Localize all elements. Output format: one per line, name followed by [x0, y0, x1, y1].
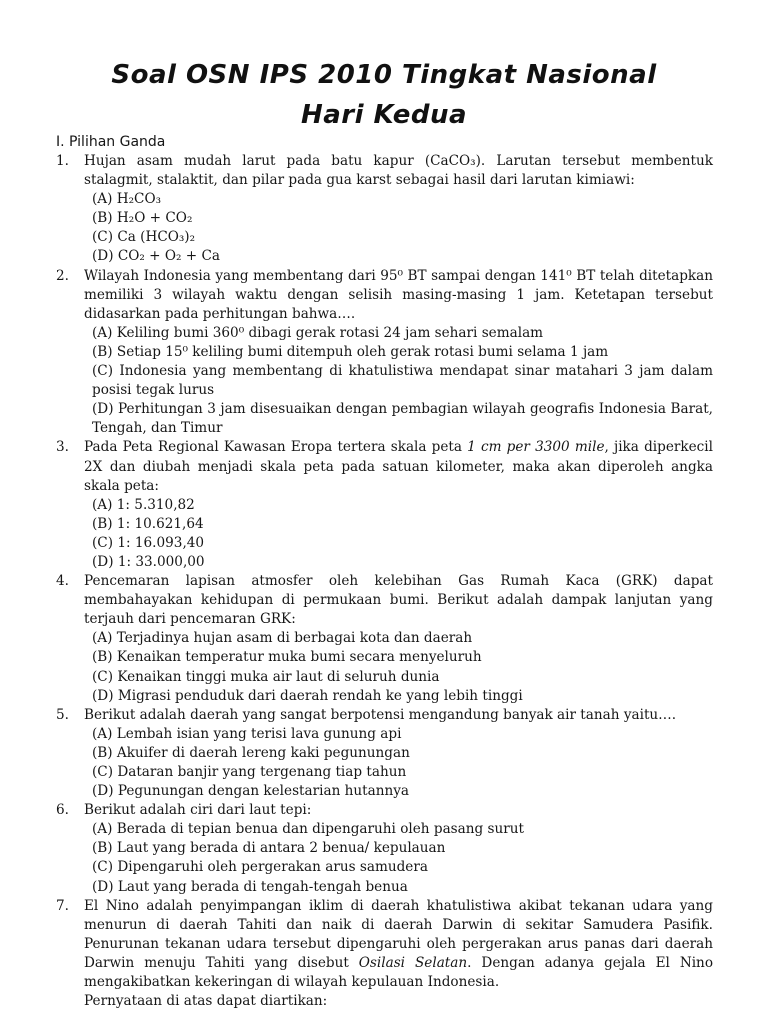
question-text-part: , jika diperkecil 2X dan diubah menjadi skala peta pada satuan kilometer, maka akan diperoleh angka skala peta:: [84, 439, 713, 494]
question-number: 4.: [56, 573, 69, 590]
option-c: (C) 1: 16.093,40: [92, 534, 205, 551]
question-text: Wilayah Indonesia yang membentang dari 95⁰ BT sampai dengan 141⁰ BT telah ditetapkan memiliki 3 wilayah waktu dengan selisih masing-masing 1 jam. Ketetapan tersebut didasarkan pada perhitungan bahwa….: [84, 267, 713, 322]
option-c: (C) Dataran banjir yang tergenang tiap tahun: [92, 764, 407, 780]
question-text-part: . Dengan adanya gejala El Nino mengakibatkan kekeringan di wilayah kepulauan Indonesia.: [84, 954, 713, 991]
option-a: (A) Berada di tepian benua dan dipengaruhi oleh pasang surut: [92, 821, 524, 838]
question-1: [56, 152, 713, 267]
question-text: Berikut adalah ciri dari laut tepi:: [84, 802, 312, 819]
option-b: (B) H₂O + CO₂: [92, 210, 193, 227]
option-c: (C) Kenaikan tinggi muka air laut di seluruh dunia: [92, 668, 440, 685]
option-a: (A) Lembah isian yang terisi lava gunung api: [92, 725, 402, 742]
question-number: 3.: [56, 439, 69, 456]
option-a: (A) H₂CO₃: [92, 191, 162, 208]
option-b: (B) Kenaikan temperatur muka bumi secara menyeluruh: [92, 649, 482, 666]
question-number: 5.: [56, 706, 69, 723]
question-number: 6.: [56, 802, 69, 819]
option-c: (C) Ca (HCO₃)₂: [92, 229, 196, 246]
question-7: [56, 897, 713, 992]
option-d: (D) 1: 33.000,00: [92, 553, 205, 570]
option-b: (B) Akuifer di daerah lereng kaki pegunungan: [92, 744, 410, 761]
question-text-part: El Nino adalah penyimpangan iklim di daerah khatulistiwa akibat tekanan udara yang menurun di daerah Tahiti dan naik di daerah Darwin di sekitar Samudera Pasifik. Penurunan tekanan udara tersebut dipengaruhi oleh pergerakan arus panas dari daerah Darwin menuju Tahiti yang disebut: [84, 897, 713, 971]
question-6: [56, 801, 713, 896]
option-d: (D) Laut yang berada di tengah-tengah benua: [92, 878, 408, 895]
option-a: (A) 1: 5.310,82: [92, 496, 195, 513]
option-d: (D) Pegunungan dengan kelestarian hutannya: [92, 783, 410, 800]
question-3: [56, 438, 713, 572]
option-c: (C) Dipengaruhi oleh pergerakan arus samudera: [92, 859, 428, 876]
question-number: 7.: [56, 897, 69, 914]
term-osilasi-selatan: Osilasi Selatan: [358, 954, 468, 971]
question-text-part: Pada Peta Regional Kawasan Eropa tertera skala peta: [84, 439, 468, 456]
question-text: Pencemaran lapisan atmosfer oleh kelebihan Gas Rumah Kaca (GRK) dapat membahayakan kehidupan di permukaan bumi. Berikut adalah dampak lanjutan yang terjauh dari pencemaran GRK:: [84, 573, 713, 628]
option-d: (D) Perhitungan 3 jam disesuaikan dengan pembagian wilayah geografis Indonesia Barat, Tengah, dan Timur: [92, 401, 713, 437]
option-d: (D) CO₂ + O₂ + Ca: [92, 248, 220, 265]
question-4: [56, 572, 713, 706]
question-number: 2.: [56, 267, 69, 284]
question-text: Berikut adalah daerah yang sangat berpotensi mengandung banyak air tanah yaitu….: [84, 706, 677, 723]
question-text: [84, 438, 713, 495]
section-heading: I. Pilihan Ganda: [56, 134, 166, 150]
question-2: [56, 267, 713, 439]
question-number: 1.: [56, 153, 69, 169]
question-7-statement: Pernyataan di atas dapat diartikan:: [84, 993, 328, 1010]
option-a: (A) Terjadinya hujan asam di berbagai kota dan daerah: [92, 630, 473, 647]
option-b: (B) Setiap 15⁰ keliling bumi ditempuh oleh gerak rotasi bumi selama 1 jam: [92, 343, 609, 360]
map-scale-text: 1 cm per 3300 mile: [467, 439, 605, 456]
option-d: (D) Migrasi penduduk dari daerah rendah ke yang lebih tinggi: [92, 687, 523, 704]
question-text: Hujan asam mudah larut pada batu kapur (CaCO₃). Larutan tersebut membentuk stalagmit, stalaktit, dan pilar pada gua karst sebagai hasil dari larutan kimiawi:: [84, 153, 713, 189]
option-b: (B) Laut yang berada di antara 2 benua/ kepulauan: [92, 840, 446, 857]
option-a: (A) Keliling bumi 360⁰ dibagi gerak rotasi 24 jam sehari semalam: [92, 324, 544, 341]
question-5: [56, 706, 713, 801]
document-subtitle: Hari Kedua: [300, 100, 468, 130]
option-c: (C) Indonesia yang membentang di khatulistiwa mendapat sinar matahari 3 jam dalam posisi tegak lurus: [92, 363, 713, 399]
document-title: Soal OSN IPS 2010 Tingkat Nasional: [111, 60, 657, 90]
option-b: (B) 1: 10.621,64: [92, 515, 204, 532]
question-text: [84, 897, 713, 992]
question-list: [56, 152, 713, 1011]
